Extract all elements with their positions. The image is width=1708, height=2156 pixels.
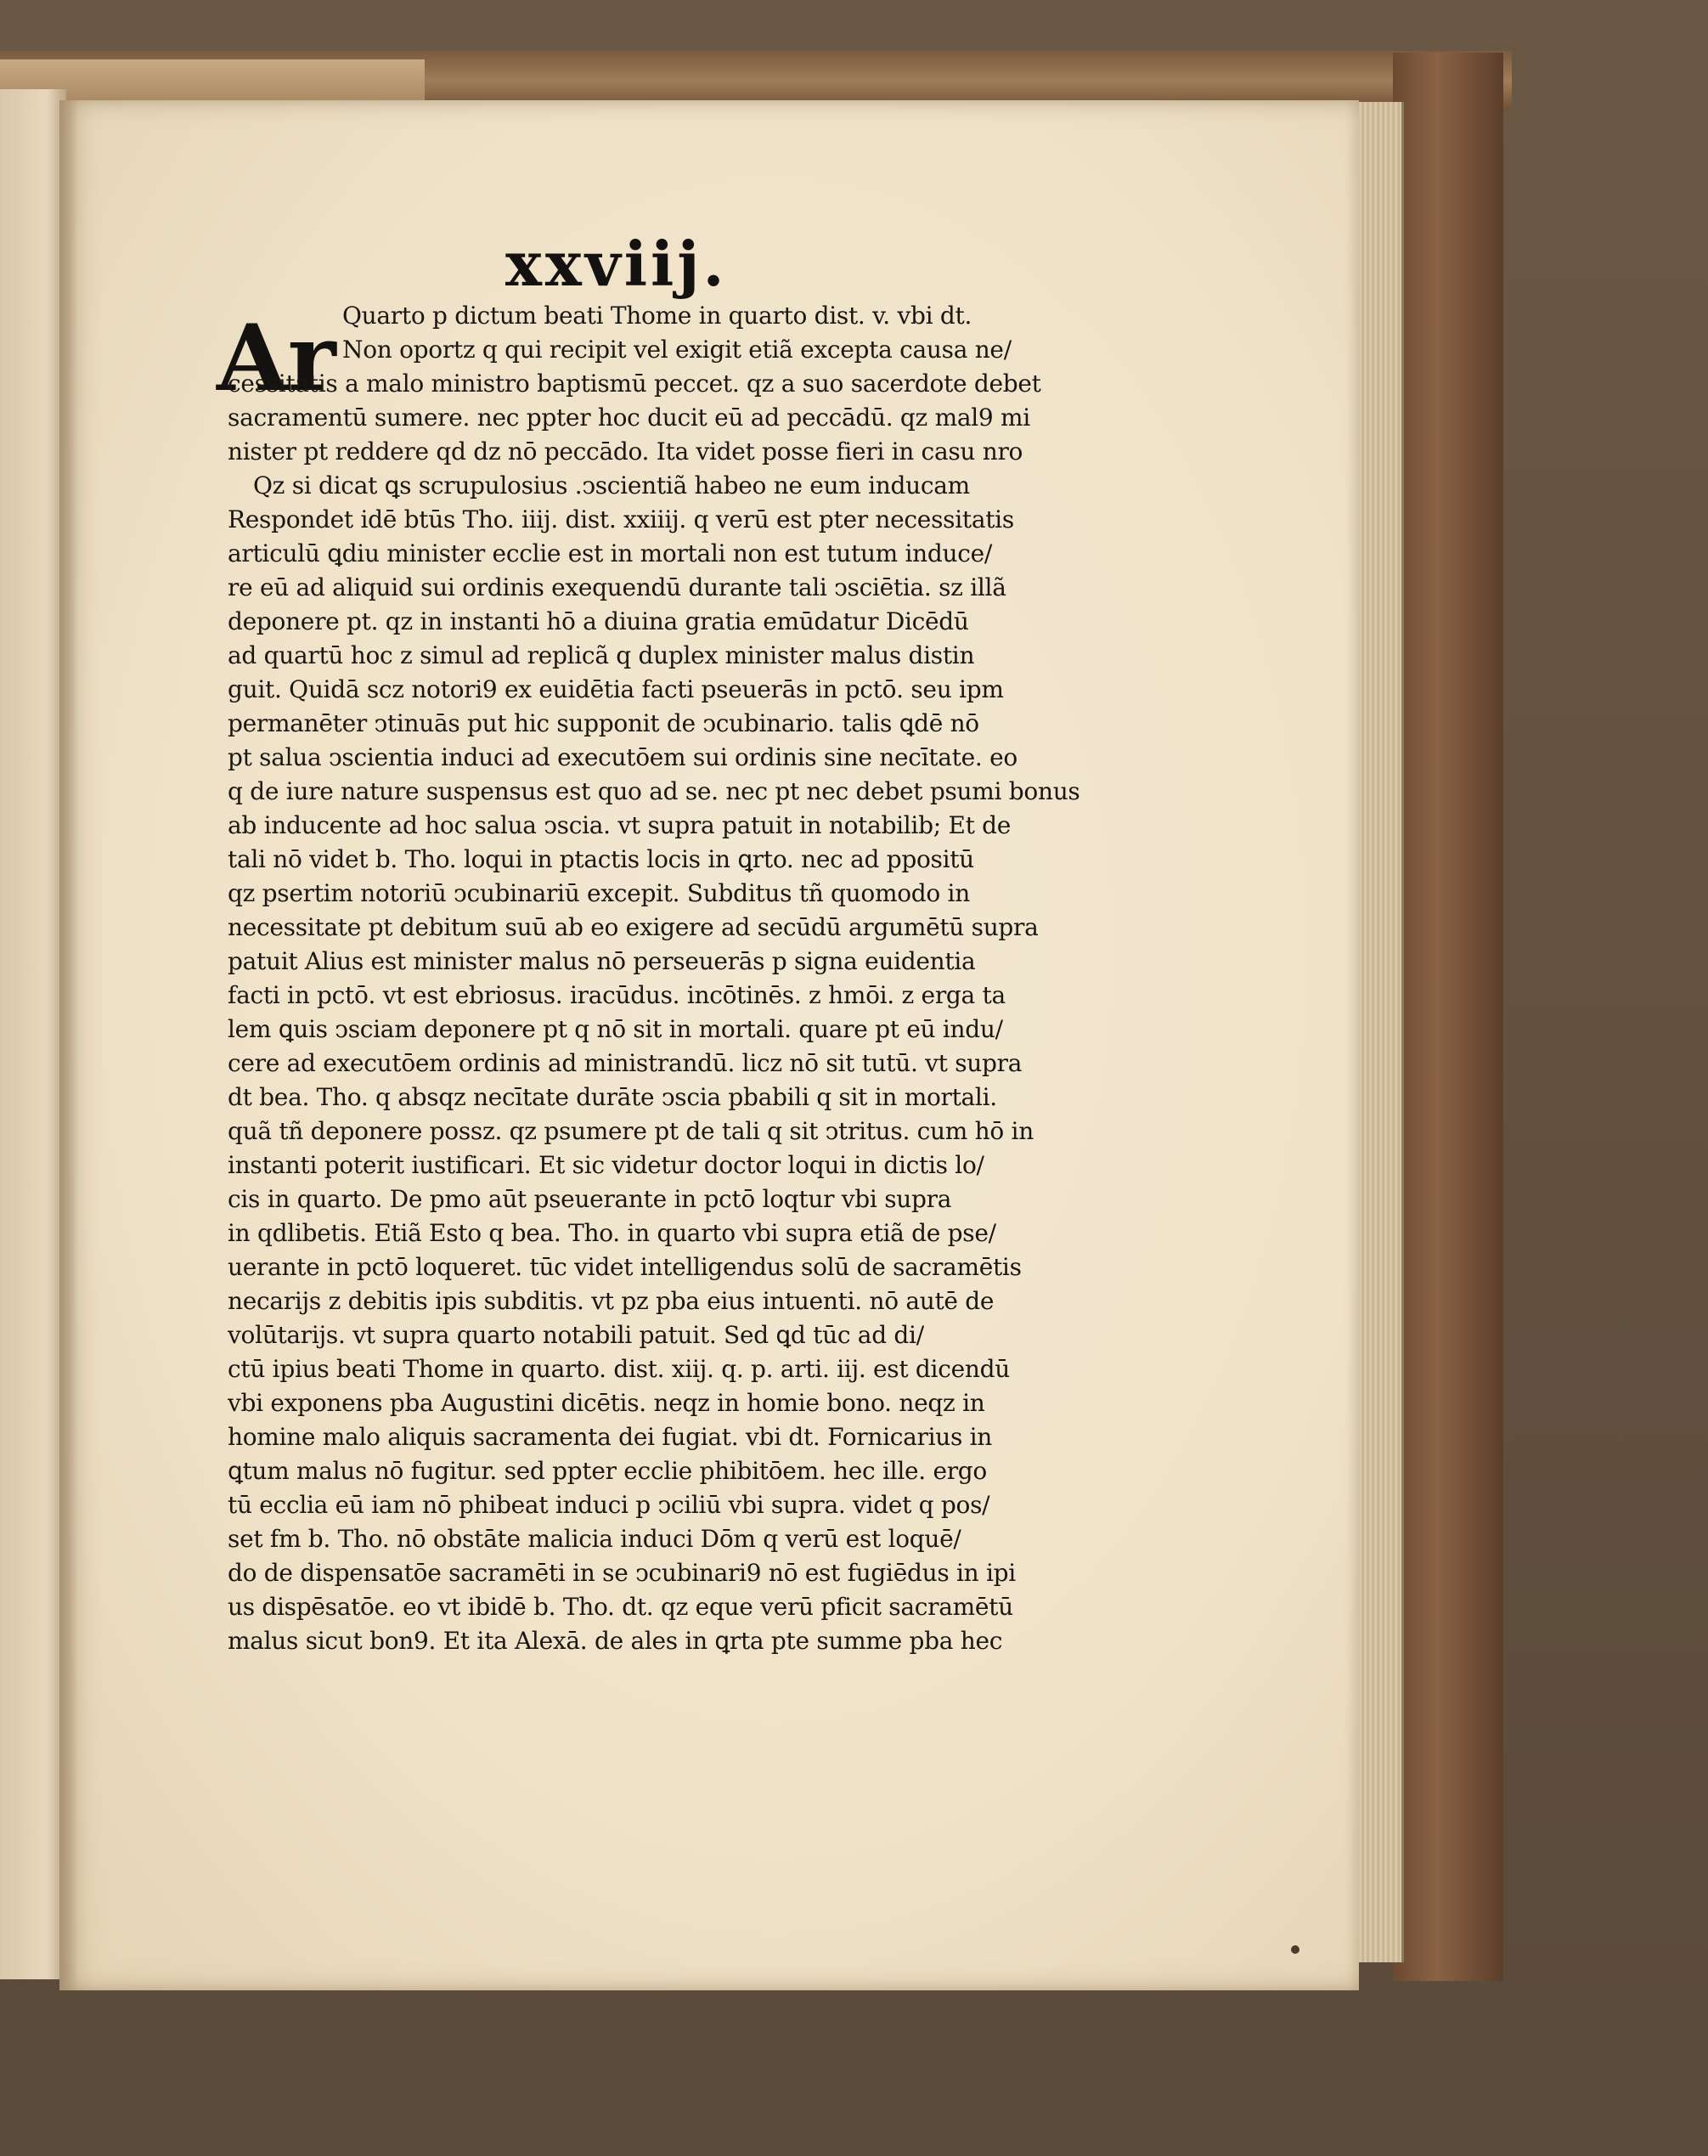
text-line: in qdlibetis. Etiã Esto q bea. Tho. in quarto vbi supra etiã de pse/ xyxy=(228,1219,996,1247)
text-line: Respondet idē btūs Tho. iiij. dist. xxiiij. q verū est pter necessitatis xyxy=(228,505,1014,533)
text-line: cere ad executōem ordinis ad ministrandū. licz nō sit tutū. vt supra xyxy=(228,1049,1023,1077)
text-line: do de dispensatōe sacramēti in se ↄcubinari9 nō est fugiēdus in ipi xyxy=(228,1559,1016,1587)
text-line: qz psertim notoriū ↄcubinariū excepit. Subditus tñ quomodo in xyxy=(228,879,970,907)
text-line: lem ꝗuis ↄsciam deponere pt q nō sit in mortali. quare pt eū indu/ xyxy=(228,1015,1003,1043)
text-line: facti in pctō. vt est ebriosus. iracūdus. incōtinēs. z hmōi. z erga ta xyxy=(228,981,1006,1009)
text-line: deponere pt. qz in instanti hō a diuina gratia emūdatur Dicēdū xyxy=(228,607,969,635)
text-line: vbi exponens pba Augustini dicētis. neqz in homie bono. neqz in xyxy=(228,1389,985,1417)
text-line: instanti poterit iustificari. Et sic videtur doctor loqui in dictis lo/ xyxy=(228,1151,984,1179)
text-line: cessitatis a malo ministro baptismū peccet. qz a suo sacerdote debet xyxy=(228,370,1041,398)
text-line: nister pt reddere qd dz nō peccādo. Ita videt posse fieri in casu nro xyxy=(228,437,1023,466)
text-line: Quarto p dictum beati Thome in quarto dist. v. vbi dt. xyxy=(342,302,972,330)
text-line: malus sicut bon9. Et ita Alexā. de ales in ꝗrta pte summe pba hec xyxy=(228,1627,1003,1655)
text-line: q de iure nature suspensus est quo ad se. nec pt nec debet psumi bonus xyxy=(228,777,1080,805)
text-line: sacramentū sumere. nec ppter hoc ducit eū ad peccādū. qz mal9 mi xyxy=(228,404,1030,432)
text-line: tū ecclia eū iam nō phibeat induci p ↄciliū vbi supra. videt q pos/ xyxy=(228,1491,990,1519)
text-line: quã tñ deponere possz. qz psumere pt de tali q sit ↄtritus. cum hō in xyxy=(228,1117,1034,1145)
text-line: re eū ad aliquid sui ordinis exequendū durante tali ↄsciētia. sz illã xyxy=(228,573,1006,601)
text-line: necessitate pt debitum suū ab eo exigere ad secūdū argumētū supra xyxy=(228,913,1039,941)
book-cover-edge xyxy=(1393,53,1503,1981)
text-line: necarijs z debitis ipis subditis. vt pz pba eius intuenti. nō autē de xyxy=(228,1287,995,1315)
text-line: tali nō videt b. Tho. loqui in ptactis locis in ꝗrto. nec ad ppositū xyxy=(228,845,974,873)
page-gutter xyxy=(59,100,78,1990)
text-line: homine malo aliquis sacramenta dei fugiat. vbi dt. Fornicarius in xyxy=(228,1423,993,1451)
text-line: ad quartū hoc z simul ad replicã q duplex minister malus distin xyxy=(228,641,975,669)
left-page-edge xyxy=(0,89,66,1979)
text-line: ctū ipius beati Thome in quarto. dist. xiij. q. p. arti. iij. est dicendū xyxy=(228,1355,1010,1383)
text-line: set fm b. Tho. nō obstāte malicia induci Dōm q verū est loquē/ xyxy=(228,1525,961,1553)
text-line: volūtarijs. vt supra quarto notabili patuit. Sed ꝗd tūc ad di/ xyxy=(228,1321,924,1349)
text-line: guit. Quidā scz notori9 ex euidētia facti pseuerās in pctō. seu ipm xyxy=(228,675,1004,703)
text-line: Non oportz q qui recipit vel exigit etiã excepta causa ne/ xyxy=(342,336,1012,364)
text-line: ab inducente ad hoc salua ↄscia. vt supra patuit in notabilib; Et de xyxy=(228,811,1012,839)
text-line: patuit Alius est minister malus nō perseuerās p signa euidentia xyxy=(228,947,976,975)
text-line: cis in quarto. De pmo aūt pseuerante in pctō loqtur vbi supra xyxy=(228,1185,952,1213)
text-line: Qz si dicat ꝗs scrupulosius .ↄscientiã habeo ne eum inducam xyxy=(253,471,970,499)
text-line: dt bea. Tho. q absqz necītate durāte ↄscia pbabili q sit in mortali. xyxy=(228,1083,997,1111)
text-line: pt salua ↄscientia induci ad executōem sui ordinis sine necītate. eo xyxy=(228,743,1017,771)
text-line: articulū ꝗdiu minister ecclie est in mortali non est tutum induce/ xyxy=(228,539,993,567)
folio-number: xxviij. xyxy=(505,228,728,300)
text-line: us dispēsatōe. eo vt ibidē b. Tho. dt. qz eque verū pficit sacramētū xyxy=(228,1593,1013,1621)
text-line: uerante in pctō loqueret. tūc videt intelligendus solū de sacramētis xyxy=(228,1253,1022,1281)
ink-spot xyxy=(1291,1945,1299,1954)
text-block xyxy=(228,299,1141,1658)
decorated-initial: Ar xyxy=(217,305,336,412)
text-line: permanēter ↄtinuās put hic supponit de ↄcubinario. talis ꝗdē nō xyxy=(228,709,979,737)
text-line: ꝗtum malus nō fugitur. sed ppter ecclie phibitōem. hec ille. ergo xyxy=(228,1457,987,1485)
